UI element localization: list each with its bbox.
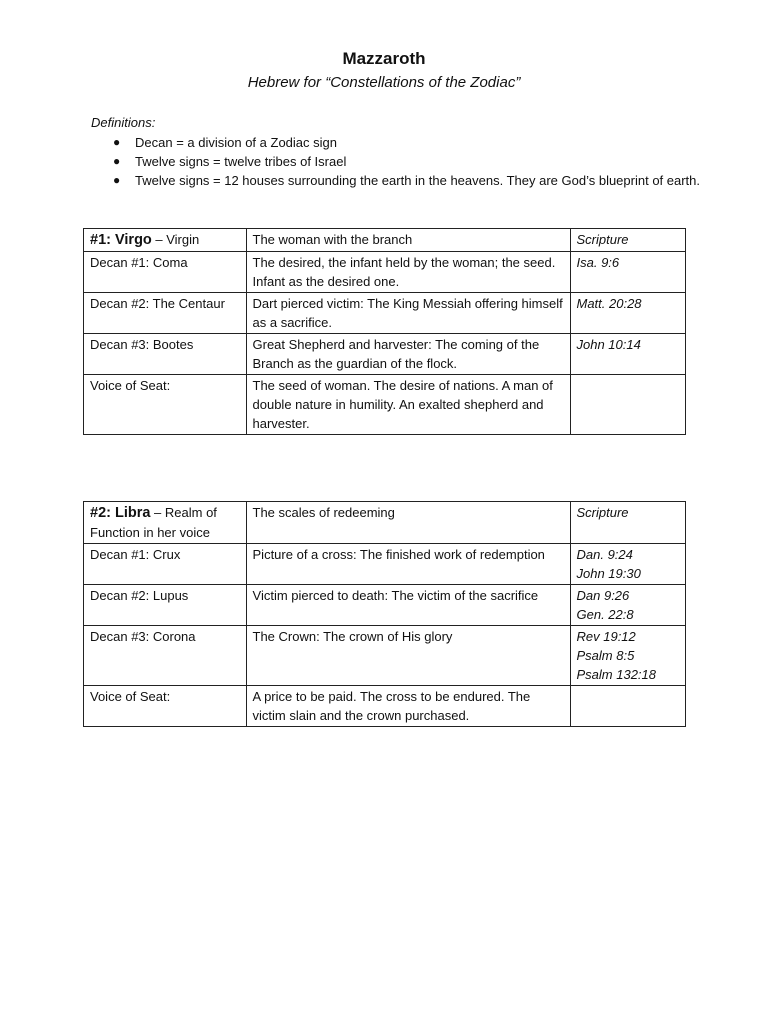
libra-table (83, 501, 686, 727)
row-description: Victim pierced to death: The victim of the sacrifice (246, 585, 570, 626)
definition-text: Twelve signs = 12 houses surrounding the earth in the heavens. They are God’s blueprint of earth. (135, 173, 701, 188)
table-row (84, 686, 686, 727)
sign-cell (84, 229, 247, 252)
table-row (84, 626, 686, 686)
sign-description: The scales of redeeming (246, 502, 570, 544)
row-label: Voice of Seat: (84, 686, 247, 727)
scripture-ref: Isa. 9:6 (576, 255, 620, 270)
sign-name: #1: Virgo (90, 232, 152, 248)
scripture-ref: Psalm 132:18 (576, 667, 656, 682)
row-scripture (570, 334, 686, 375)
row-description: Picture of a cross: The finished work of redemption (246, 544, 570, 585)
sign-description: The woman with the branch (246, 229, 570, 252)
row-label: Decan #2: Lupus (84, 585, 247, 626)
row-description: The Crown: The crown of His glory (246, 626, 570, 686)
table-row (84, 293, 686, 334)
row-description: The desired, the infant held by the woman; the seed. Infant as the desired one. (246, 252, 570, 293)
definition-text: Decan = a division of a Zodiac sign (135, 135, 337, 150)
scripture-ref: Gen. 22:8 (576, 607, 634, 622)
sign-cell (84, 502, 247, 544)
sign-meaning: – Realm of Function in her voice (90, 505, 217, 540)
row-label: Decan #3: Corona (84, 626, 247, 686)
sign-meaning: – Virgin (151, 232, 200, 247)
row-scripture (570, 252, 686, 293)
scripture-ref: Matt. 20:28 (576, 296, 642, 311)
scripture-ref: John 19:30 (576, 566, 641, 581)
definition-text: Twelve signs = twelve tribes of Israel (135, 154, 347, 169)
page-title: Mazzaroth (342, 49, 426, 68)
definitions-label: Definitions: (91, 115, 156, 130)
definition-item (91, 171, 701, 190)
row-scripture (570, 626, 686, 686)
bullet-icon: ● (113, 135, 121, 149)
sign-name: #2: Libra (90, 505, 151, 521)
scripture-header: Scripture (570, 502, 686, 544)
definitions-list (91, 133, 701, 190)
table-row (84, 544, 686, 585)
row-description: The seed of woman. The desire of nations. A man of double nature in humility. An exalted shepherd and harvester. (246, 375, 570, 435)
row-label: Decan #2: The Centaur (84, 293, 247, 334)
scripture-ref: Dan. 9:24 (576, 547, 633, 562)
table-row (84, 585, 686, 626)
row-scripture (570, 544, 686, 585)
table-row (84, 252, 686, 293)
table-header-row (84, 229, 686, 252)
table-row (84, 334, 686, 375)
virgo-table (83, 228, 686, 435)
bullet-icon: ● (113, 154, 121, 168)
bullet-icon: ● (113, 173, 121, 187)
row-label: Voice of Seat: (84, 375, 247, 435)
page-subtitle: Hebrew for “Constellations of the Zodiac” (247, 74, 521, 91)
scripture-ref: Psalm 8:5 (576, 648, 635, 663)
row-label: Decan #1: Crux (84, 544, 247, 585)
table-header-row (84, 502, 686, 544)
scripture-ref: John 10:14 (576, 337, 641, 352)
row-scripture (570, 686, 686, 727)
scripture-ref: Dan 9:26 (576, 588, 630, 603)
scripture-header: Scripture (570, 229, 686, 252)
row-scripture (570, 293, 686, 334)
definition-item (91, 152, 701, 171)
row-description: Dart pierced victim: The King Messiah offering himself as a sacrifice. (246, 293, 570, 334)
row-description: Great Shepherd and harvester: The coming of the Branch as the guardian of the flock. (246, 334, 570, 375)
definition-item (91, 133, 701, 152)
row-description: A price to be paid. The cross to be endured. The victim slain and the crown purchased. (246, 686, 570, 727)
row-label: Decan #3: Bootes (84, 334, 247, 375)
row-scripture (570, 585, 686, 626)
table-row (84, 375, 686, 435)
scripture-ref: Rev 19:12 (576, 629, 636, 644)
row-label: Decan #1: Coma (84, 252, 247, 293)
row-scripture (570, 375, 686, 435)
